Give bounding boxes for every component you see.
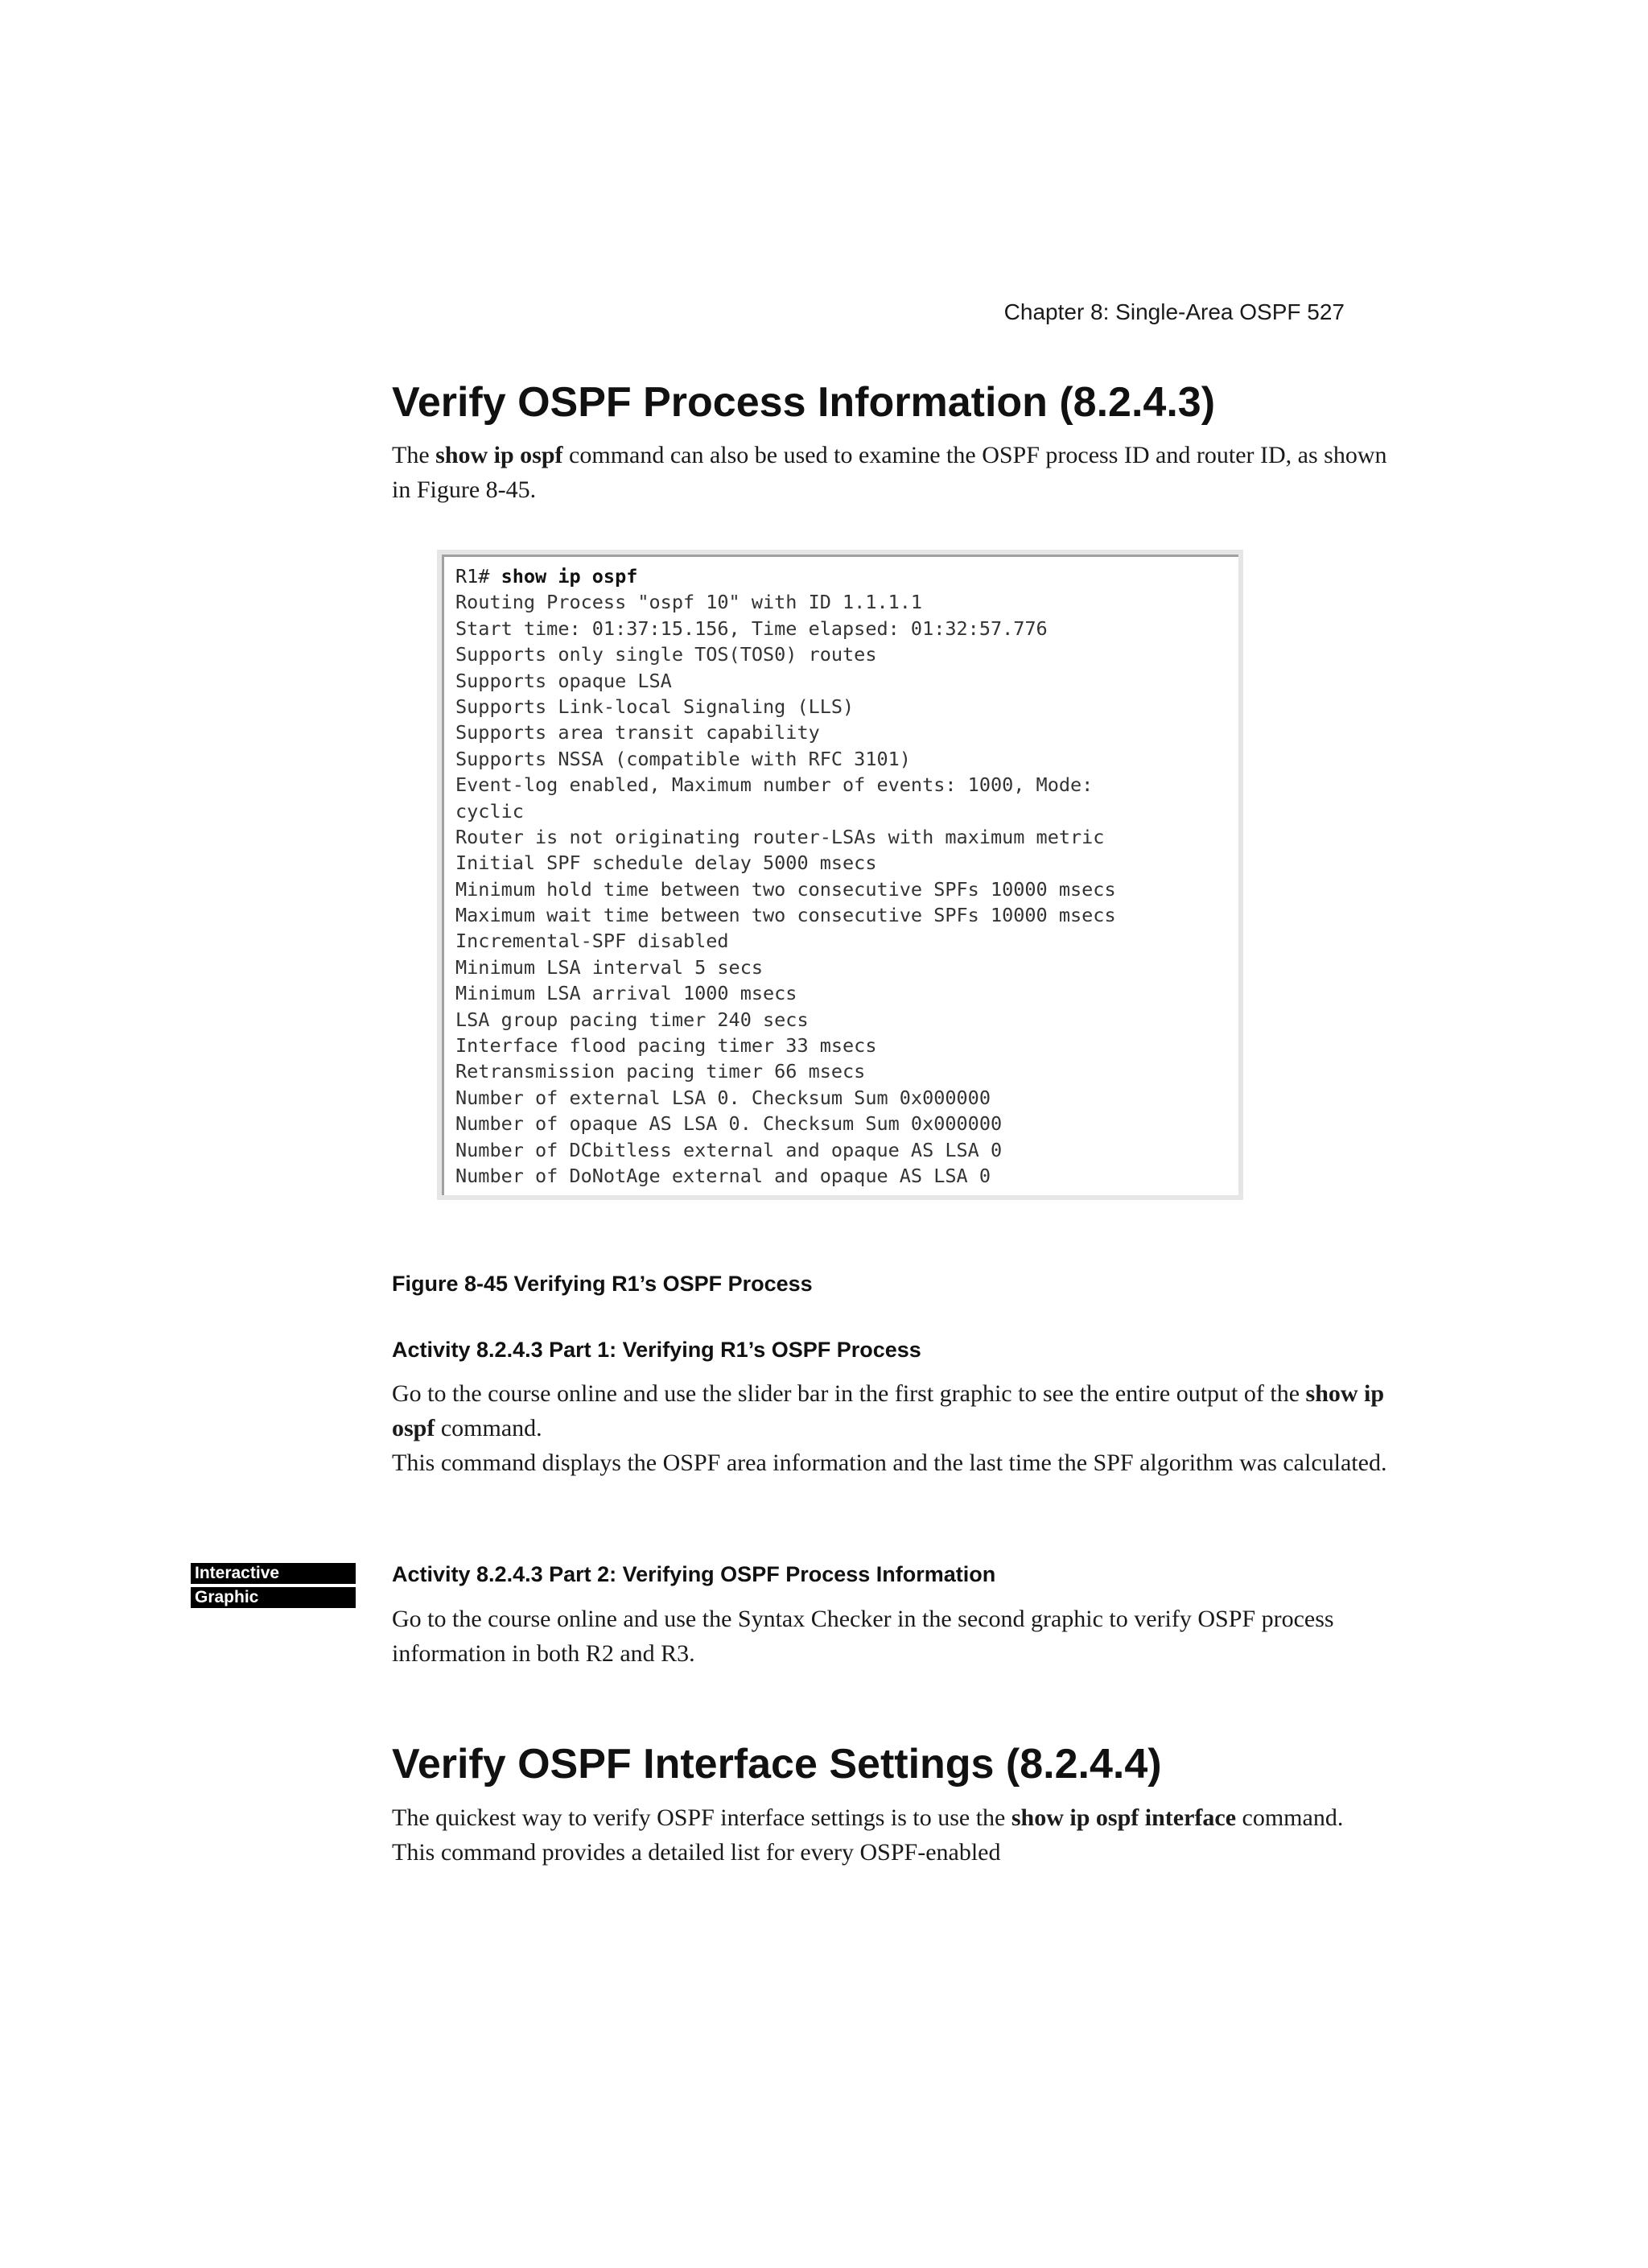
terminal-line: LSA group pacing timer 240 secs [455, 1008, 809, 1031]
intro-text-before: The [392, 442, 436, 468]
terminal-command-line [455, 563, 1238, 589]
terminal-line: Incremental-SPF disabled [455, 930, 729, 953]
terminal-line: Number of DCbitless external and opaque AS LSA 0 [455, 1138, 1003, 1161]
activity1-text-before: Go to the course online and use the slider bar in the first graphic to see the entire output of the [392, 1380, 1306, 1407]
terminal-line: cyclic [455, 799, 524, 823]
terminal-line: Minimum hold time between two consecutive SPFs 10000 msecs [455, 877, 1116, 901]
terminal-line: Minimum LSA arrival 1000 msecs [455, 982, 797, 1005]
terminal-lines [455, 589, 1238, 1189]
figure-caption: Figure 8-45 Verifying R1’s OSPF Process [392, 1272, 813, 1296]
inline-command: show ip ospf [435, 442, 563, 468]
terminal-line: Retransmission pacing timer 66 msecs [455, 1060, 866, 1083]
terminal-line: Supports area transit capability [455, 721, 820, 744]
terminal-line: Supports NSSA (compatible with RFC 3101) [455, 747, 911, 770]
section-intro-process [392, 438, 1390, 507]
terminal-line: Start time: 01:37:15.156, Time elapsed: 01:32:57.776 [455, 616, 1048, 640]
terminal-line: Router is not originating router-LSAs with maximum metric [455, 825, 1105, 848]
terminal-command: show ip ospf [501, 565, 638, 588]
intro-text-before: The quickest way to verify OSPF interface settings is to use the [392, 1804, 1011, 1831]
terminal-line: Maximum wait time between two consecutive SPFs 10000 msecs [455, 904, 1116, 927]
terminal-output [442, 555, 1238, 1195]
activity1-text-second: This command displays the OSPF area information and the last time the SPF algorithm was calculated. [392, 1449, 1387, 1476]
section-heading-process: Verify OSPF Process Information (8.2.4.3) [392, 379, 1216, 426]
inline-command: show ip ospf [392, 1380, 1385, 1441]
intro-text-after: command. This command provides a detailed list for every OSPF-enabled [392, 1804, 1344, 1866]
interactive-graphic-badge-line1: Interactive [191, 1563, 356, 1584]
terminal-prompt: R1# [455, 565, 501, 588]
activity-body-part2: Go to the course online and use the Syntax Checker in the second graphic to verify OSPF process information in both R2 and R3. [392, 1606, 1334, 1667]
interactive-graphic-badge-line2: Graphic [191, 1587, 356, 1608]
terminal-line: Supports Link-local Signaling (LLS) [455, 695, 855, 718]
activity-heading-part2: Activity 8.2.4.3 Part 2: Verifying OSPF Process Information [392, 1562, 996, 1586]
terminal-figure [437, 550, 1243, 1200]
terminal-line: Initial SPF schedule delay 5000 msecs [455, 852, 877, 875]
terminal-line: Number of external LSA 0. Checksum Sum 0x000000 [455, 1086, 991, 1109]
running-head: Chapter 8: Single-Area OSPF 527 [1003, 299, 1345, 324]
terminal-line: Number of opaque AS LSA 0. Checksum Sum 0x000000 [455, 1112, 1003, 1136]
terminal-line: Supports only single TOS(TOS0) routes [455, 643, 877, 666]
activity-body-part1 [392, 1376, 1390, 1480]
terminal-line: Number of DoNotAge external and opaque AS LSA 0 [455, 1164, 991, 1187]
section-intro-interface [392, 1800, 1390, 1870]
terminal-line: Supports opaque LSA [455, 669, 672, 692]
section-heading-interface: Verify OSPF Interface Settings (8.2.4.4) [392, 1741, 1162, 1788]
terminal-line: Routing Process "ospf 10" with ID 1.1.1.1 [455, 591, 923, 614]
inline-command: show ip ospf interface [1011, 1804, 1237, 1831]
terminal-line: Event-log enabled, Maximum number of events: 1000, Mode: [455, 773, 1094, 797]
intro-text-after: command can also be used to examine the OSPF process ID and router ID, as shown in Figure 8-45. [392, 442, 1387, 503]
terminal-line: Interface flood pacing timer 33 msecs [455, 1034, 877, 1058]
activity1-text-after: command. [435, 1415, 542, 1441]
terminal-line: Minimum LSA interval 5 secs [455, 955, 764, 979]
activity-heading-part1: Activity 8.2.4.3 Part 1: Verifying R1’s OSPF Process [392, 1338, 921, 1362]
